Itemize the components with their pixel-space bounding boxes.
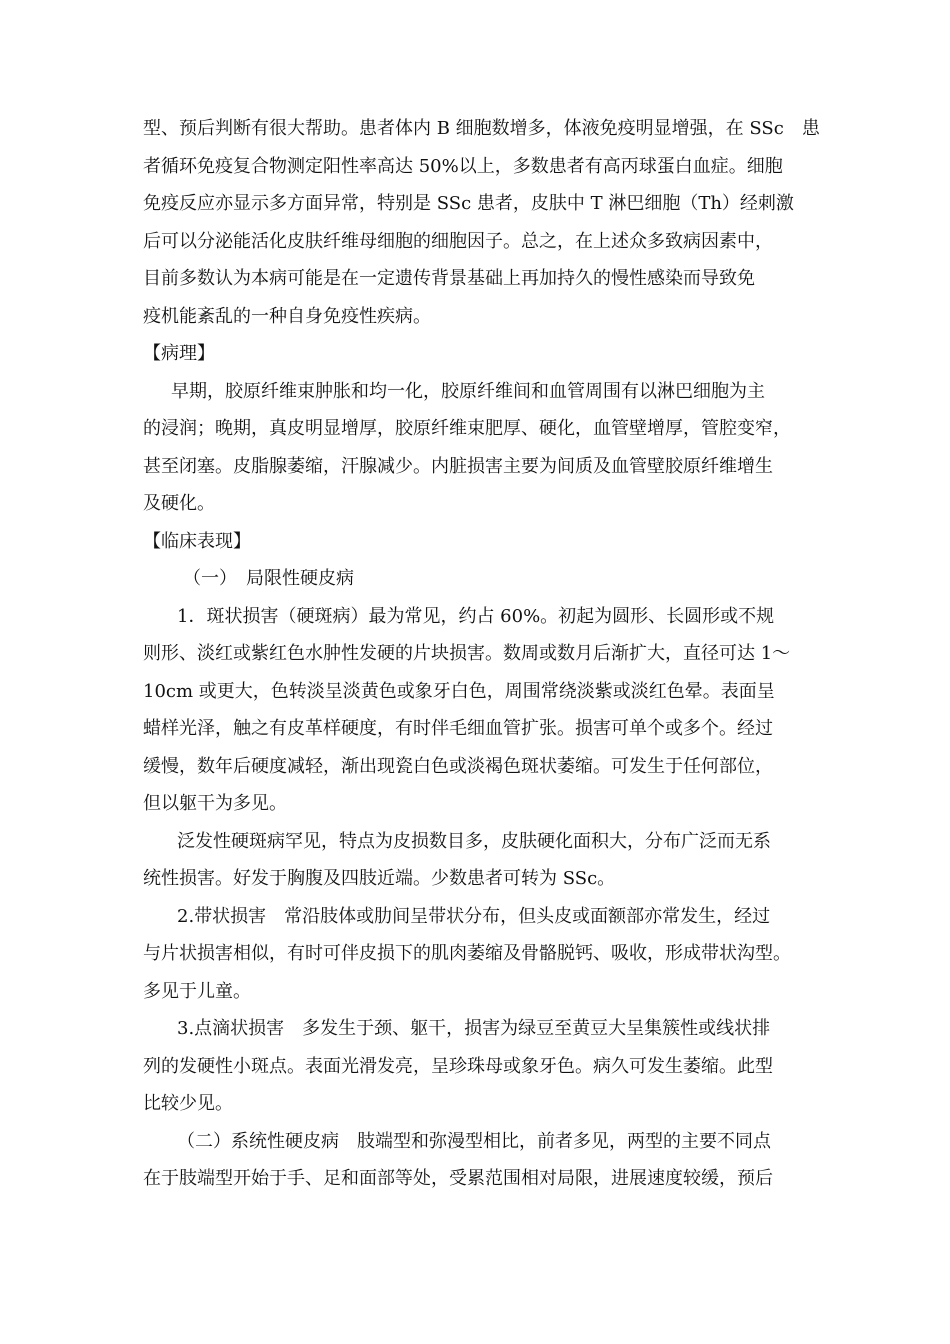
text-line: 在于肢端型开始于手、足和面部等处，受累范围相对局限，进展速度较缓，预后: [143, 1168, 773, 1189]
text-line: 型、预后判断有很大帮助。患者体内 B 细胞数增多，体液免疫明显增强，在 SSc 患: [143, 118, 820, 139]
text-line: 甚至闭塞。皮脂腺萎缩，汗腺减少。内脏损害主要为间质及血管壁胶原纤维增生: [143, 455, 773, 477]
text-line: 目前多数认为本病可能是在一定遗传背景基础上再加持久的慢性感染而导致免: [143, 268, 755, 289]
text-line: 疫机能紊乱的一种自身免疫性疾病。: [143, 305, 431, 327]
text-line: 但以躯干为多见。: [143, 793, 287, 814]
paragraph-linear-lesion: [143, 898, 809, 1011]
text-line: 免疫反应亦显示多方面异常，特别是 SSc 患者，皮肤中 T 淋巴细胞（Th）经刺激: [143, 193, 794, 214]
text-line: 多见于儿童。: [143, 980, 251, 1002]
section-heading-clinical: 【临床表现】: [143, 530, 251, 552]
document-page: [143, 110, 820, 1198]
text-line: 列的发硬性小斑点。表面光滑发亮，呈珍珠母或象牙色。病久可发生萎缩。此型: [143, 1055, 773, 1077]
paragraph-generalized-morphea: [143, 823, 809, 898]
text-line: 10cm 或更大，色转淡呈淡黄色或象牙白色，周围常绕淡紫或淡红色晕。表面呈: [143, 680, 775, 702]
paragraph-pathology: [143, 373, 809, 523]
text-line: 早期，胶原纤维束肿胀和均一化，胶原纤维间和血管周围有以淋巴细胞为主: [171, 380, 765, 402]
paragraph-guttate-lesion: [143, 1010, 809, 1123]
text-line: 3.点滴状损害 多发生于颈、躯干，损害为绿豆至黄豆大呈集簇性或线状排: [177, 1018, 771, 1039]
subsection-heading-localized: （一） 局限性硬皮病: [183, 568, 354, 589]
paragraph-systemic-scleroderma: [143, 1123, 809, 1198]
text-line: （二）系统性硬皮病 肢端型和弥漫型相比，前者多见，两型的主要不同点: [177, 1130, 771, 1152]
text-line: 2.带状损害 常沿肢体或肋间呈带状分布，但头皮或面额部亦常发生，经过: [177, 905, 771, 927]
text-line: 及硬化。: [143, 493, 215, 514]
paragraph-plaque-lesion: [143, 598, 809, 823]
text-line: 比较少见。: [143, 1093, 233, 1114]
text-line: 与片状损害相似，有时可伴皮损下的肌肉萎缩及骨骼脱钙、吸收，形成带状沟型。: [143, 943, 791, 964]
text-line: 的浸润；晚期，真皮明显增厚，胶原纤维束肥厚、硬化，血管壁增厚，管腔变窄，: [143, 418, 791, 439]
section-heading-pathology: 【病理】: [143, 343, 215, 364]
text-line: 1．斑状损害（硬斑病）最为常见，约占 60%。初起为圆形、长圆形或不规: [177, 605, 775, 627]
text-line: 者循环免疫复合物测定阳性率高达 50%以上，多数患者有高丙球蛋白血症。细胞: [143, 155, 783, 177]
text-line: 蜡样光泽，触之有皮革样硬度，有时伴毛细血管扩张。损害可单个或多个。经过: [143, 718, 773, 739]
text-line: 统性损害。好发于胸腹及四肢近端。少数患者可转为 SSc。: [143, 868, 616, 889]
text-line: 泛发性硬斑病罕见，特点为皮损数目多，皮肤硬化面积大，分布广泛而无系: [177, 830, 771, 852]
text-line: 缓慢，数年后硬度减轻，渐出现瓷白色或淡褐色斑状萎缩。可发生于任何部位，: [143, 755, 773, 777]
paragraph-etiology-conclusion: [143, 110, 820, 335]
text-line: 则形、淡红或紫红色水肿性发硬的片块损害。数周或数月后渐扩大，直径可达 1～: [143, 643, 791, 664]
text-line: 后可以分泌能活化皮肤纤维母细胞的细胞因子。总之，在上述众多致病因素中，: [143, 230, 773, 252]
